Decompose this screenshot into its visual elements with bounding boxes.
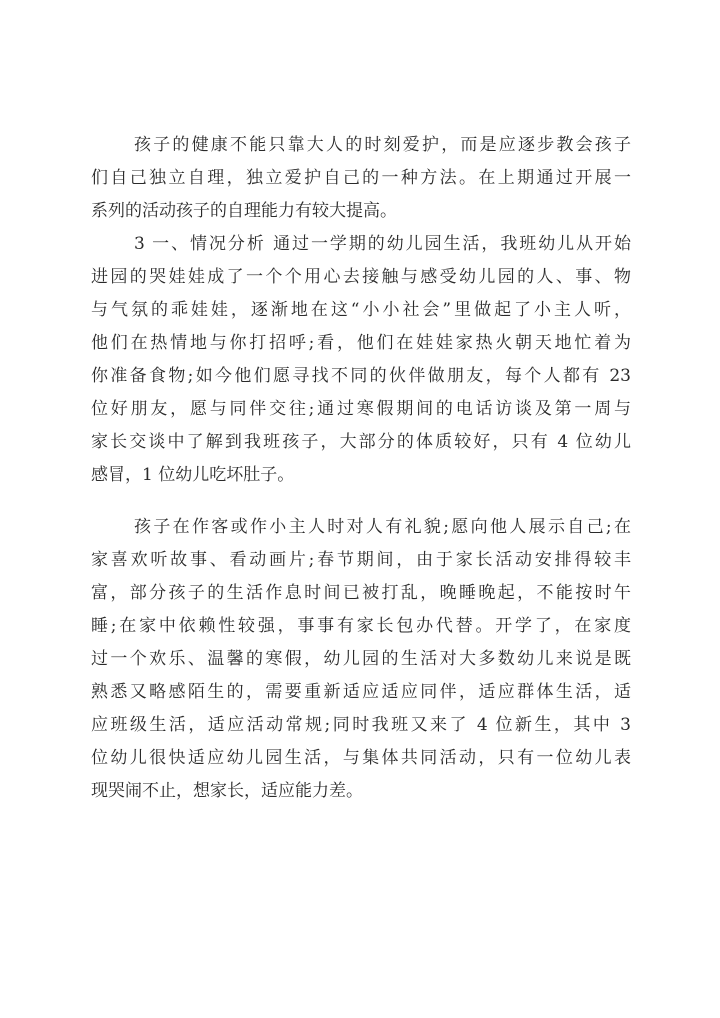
text-line: 们自己独立自理，独立爱护自己的一种方法。在上期通过开展一 [91,168,631,188]
paragraph-1 [91,129,631,228]
text-line: 应班级生活，适应活动常规;同时我班又来了 4 位新生，其中 3 [91,715,631,735]
text-line: 过一个欢乐、温馨的寒假，幼儿园的生活对大多数幼儿来说是既 [91,649,631,669]
text-line: 孩子的健康不能只靠大人的时刻爱护，而是应逐步教会孩子 [134,135,631,155]
text-line: 孩子在作客或作小主人时对人有礼貌;愿向他人展示自己;在 [134,517,631,537]
text-line: 你准备食物;如今他们愿寻找不同的伙伴做朋友，每个人都有 23 [91,366,631,386]
text-line: 与气氛的乖娃娃，逐渐地在这“小小社会”里做起了小主人听， [91,300,631,320]
text-line: 系列的活动孩子的自理能力有较大提高。 [91,201,397,221]
text-line: 3 一、情况分析 通过一学期的幼儿园生活，我班幼儿从开始 [134,234,631,254]
text-line: 位幼儿很快适应幼儿园生活，与集体共同活动，只有一位幼儿表 [91,748,631,768]
paragraph-3 [91,511,631,808]
text-line: 熟悉又略感陌生的，需要重新适应适应同伴，适应群体生活，适 [91,682,631,702]
text-line: 富，部分孩子的生活作息时间已被打乱，晚睡晚起，不能按时午 [91,583,631,603]
text-line: 家喜欢听故事、看动画片;春节期间，由于家长活动安排得较丰 [91,550,631,570]
text-line: 现哭闹不止，想家长，适应能力差。 [91,781,363,801]
text-line: 他们在热情地与你打招呼;看，他们在娃娃家热火朝天地忙着为 [91,333,631,353]
text-line: 进园的哭娃娃成了一个个用心去接触与感受幼儿园的人、事、物 [91,267,631,287]
text-line: 睡;在家中依赖性较强，事事有家长包办代替。开学了，在家度 [91,616,631,636]
paragraph-2 [91,228,631,492]
text-line: 家长交谈中了解到我班孩子，大部分的体质较好，只有 4 位幼儿 [91,432,631,452]
paragraph-spacing [91,492,631,511]
document-body [91,129,631,808]
text-line: 感冒，1 位幼儿吃坏肚子。 [91,465,295,485]
text-line: 位好朋友，愿与同伴交往;通过寒假期间的电话访谈及第一周与 [91,399,631,419]
